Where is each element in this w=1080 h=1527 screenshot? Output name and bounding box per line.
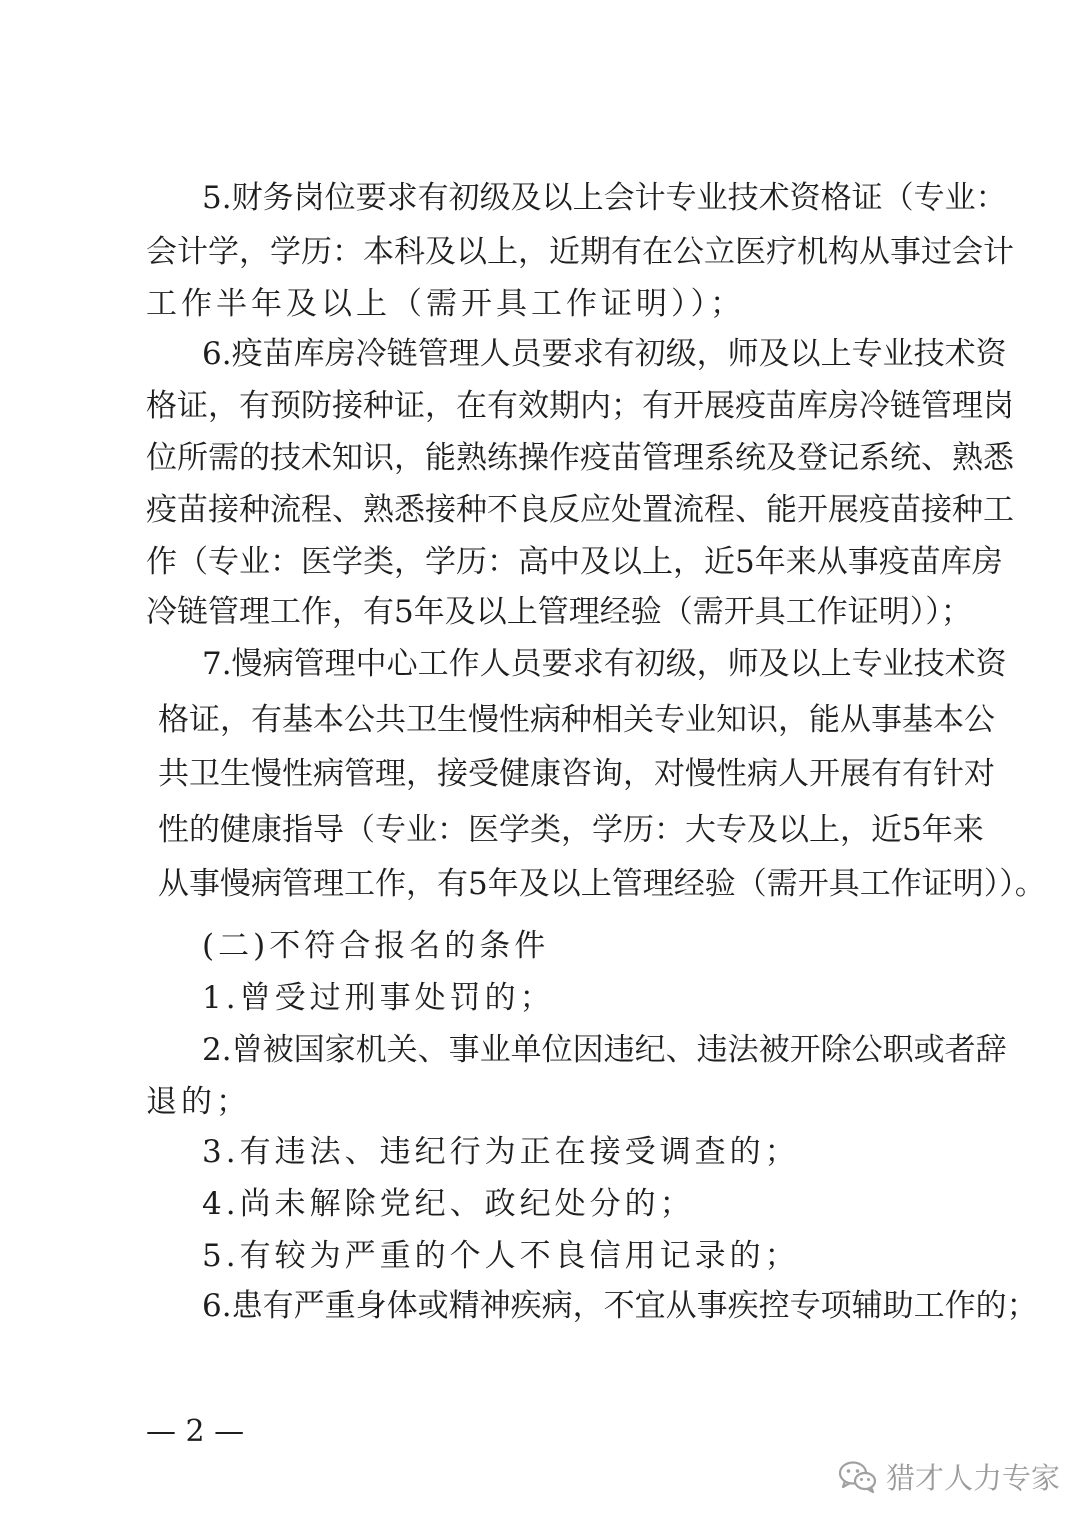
text-line: 冷链管理工作，有5年及以上管理经验（需开具工作证明））； xyxy=(146,594,972,630)
text-line: 会计学，学历：本科及以上，近期有在公立医疗机构从事过会计 xyxy=(146,234,1014,270)
text-line: 共卫生慢性病管理，接受健康咨询，对慢性病人开展有有针对 xyxy=(158,756,995,792)
watermark-text: 猎才人力专家 xyxy=(886,1461,1061,1495)
text-line: 6.疫苗库房冷链管理人员要求有初级，师及以上专业技术资 xyxy=(202,336,1007,372)
text-line: 格证，有预防接种证，在有效期内；有开展疫苗库房冷链管理岗 xyxy=(146,388,1014,424)
text-line: 工作半年及以上（需开具工作证明））； xyxy=(146,286,745,322)
page-number: — 2 — xyxy=(146,1414,245,1449)
text-line: 疫苗接种流程、熟悉接种不良反应处置流程、能开展疫苗接种工 xyxy=(146,492,1014,528)
text-line: 格证，有基本公共卫生慢性病种相关专业知识，能从事基本公 xyxy=(158,702,995,738)
text-line: 作（专业：医学类，学历：高中及以上，近5年来从事疫苗库房 xyxy=(146,544,1003,580)
text-line: 从事慢病管理工作，有5年及以上管理经验（需开具工作证明））。 xyxy=(158,866,1046,902)
watermark xyxy=(838,1456,1060,1497)
text-line: 5.财务岗位要求有初级及以上会计专业技术资格证（专业： xyxy=(202,180,1007,216)
text-line: 4.尚未解除党纪、政纪处分的； xyxy=(202,1186,695,1222)
text-line: 退的； xyxy=(146,1084,251,1120)
text-line: 7.慢病管理中心工作人员要求有初级，师及以上专业技术资 xyxy=(202,646,1007,682)
text-line: 性的健康指导（专业：医学类，学历：大专及以上，近5年来 xyxy=(158,812,984,848)
text-line: (二)不符合报名的条件 xyxy=(202,928,550,964)
wechat-icon xyxy=(838,1460,878,1494)
text-line: 1.曾受过刑事处罚的； xyxy=(202,980,555,1016)
text-line: 3.有违法、违纪行为正在接受调查的； xyxy=(202,1134,800,1170)
text-line: 5.有较为严重的个人不良信用记录的； xyxy=(202,1238,800,1274)
text-line: 位所需的技术知识，能熟练操作疫苗管理系统及登记系统、熟悉 xyxy=(146,440,1014,476)
text-line: 2.曾被国家机关、事业单位因违纪、违法被开除公职或者辞 xyxy=(202,1032,1007,1068)
text-line: 6.患有严重身体或精神疾病，不宜从事疾控专项辅助工作的； xyxy=(202,1288,1038,1324)
